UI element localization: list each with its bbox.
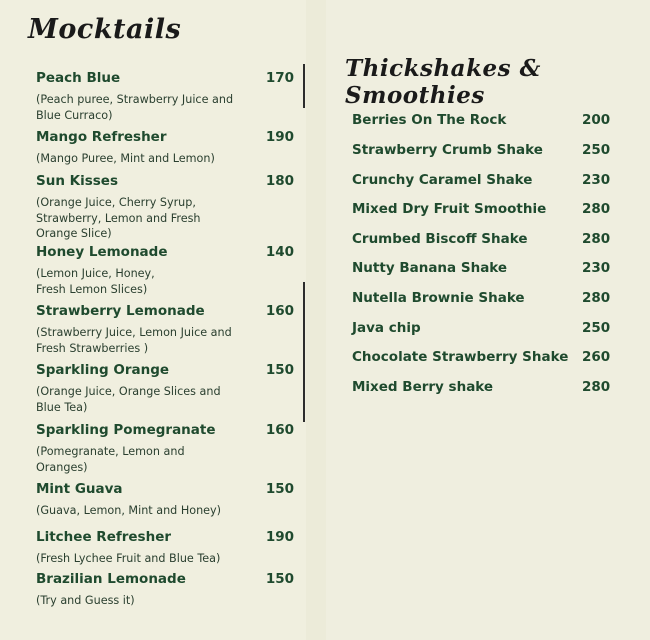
mocktail-name: Honey Lemonade [36,244,168,260]
thickshake-item [352,111,612,129]
mocktail-price: 150 [265,571,294,587]
thickshake-item [352,348,612,366]
thickshake-name: Chocolate Strawberry Shake [352,349,569,365]
mocktail-description: (Orange Juice, Orange Slices and Blue Tea) [36,385,221,414]
mocktail-item [36,173,296,242]
thickshake-price: 280 [582,379,611,395]
thickshake-price: 200 [582,112,611,128]
mocktail-name: Litchee Refresher [36,529,172,545]
mocktail-description: (Pomegranate, Lemon and Oranges) [36,445,185,474]
thickshake-item [352,378,612,396]
mocktails-heading: Mocktails [28,14,182,45]
thickshake-item [352,171,612,189]
mocktail-name: Mint Guava [36,481,123,497]
thickshake-name: Nutty Banana Shake [352,260,508,276]
thickshake-name: Strawberry Crumb Shake [352,142,543,158]
mocktail-description: (Mango Puree, Mint and Lemon) [36,152,215,165]
mocktail-price: 190 [265,129,294,145]
mocktail-price: 170 [265,70,294,86]
mocktail-price: 160 [265,303,294,319]
thickshake-item [352,200,612,218]
thickshake-item [352,259,612,277]
mocktail-price: 150 [265,481,294,497]
mocktail-item [36,70,296,123]
mocktail-name: Sparkling Orange [36,362,170,378]
thickshake-price: 250 [582,142,611,158]
thickshake-item [352,289,612,307]
thickshake-price: 250 [582,320,611,336]
mocktail-price: 190 [265,529,294,545]
thickshake-name: Crunchy Caramel Shake [352,172,533,188]
mocktail-description: (Orange Juice, Cherry Syrup, Strawberry, Lemon and Fresh Orange Slice) [36,196,201,240]
mocktail-description: (Fresh Lychee Fruit and Blue Tea) [36,552,221,565]
column-divider [303,282,305,422]
mocktail-item [36,422,296,475]
mocktail-item [36,481,296,519]
mocktail-item [36,529,296,567]
mocktail-name: Strawberry Lemonade [36,303,205,319]
thickshake-price: 260 [582,349,611,365]
mocktail-description: (Strawberry Juice, Lemon Juice and Fresh Strawberries ) [36,326,232,355]
thickshake-item [352,319,612,337]
mocktail-name: Brazilian Lemonade [36,571,186,587]
mocktail-price: 160 [265,422,294,438]
mocktail-price: 180 [265,173,294,189]
mocktail-description: (Lemon Juice, Honey, Fresh Lemon Slices) [36,267,155,296]
mocktail-name: Peach Blue [36,70,121,86]
mocktail-item [36,129,296,167]
mocktail-name: Sparkling Pomegranate [36,422,216,438]
mocktail-description: (Peach puree, Strawberry Juice and Blue Curraco) [36,93,234,122]
thickshake-item [352,141,612,159]
mocktail-item [36,362,296,415]
thickshake-item [352,230,612,248]
thickshake-price: 230 [582,172,611,188]
thickshake-price: 230 [582,260,611,276]
thickshake-name: Nutella Brownie Shake [352,290,525,306]
thickshake-name: Java chip [352,320,421,336]
mocktail-item [36,571,296,609]
mocktail-name: Sun Kisses [36,173,118,189]
thickshake-price: 280 [582,290,611,306]
mocktail-description: (Guava, Lemon, Mint and Honey) [36,504,222,517]
thickshakes-heading: Thickshakes & Smoothies [345,55,541,109]
thickshake-price: 280 [582,231,611,247]
mocktail-name: Mango Refresher [36,129,167,145]
mocktail-description: (Try and Guess it) [36,594,135,607]
thickshake-name: Crumbed Biscoff Shake [352,231,528,247]
mocktail-price: 140 [265,244,294,260]
thickshake-name: Mixed Dry Fruit Smoothie [352,201,547,217]
column-divider [303,64,305,108]
mocktail-item [36,244,296,297]
thickshake-name: Berries On The Rock [352,112,507,128]
mocktail-item [36,303,296,356]
thickshake-price: 280 [582,201,611,217]
mocktail-price: 150 [265,362,294,378]
thickshake-name: Mixed Berry shake [352,379,494,395]
